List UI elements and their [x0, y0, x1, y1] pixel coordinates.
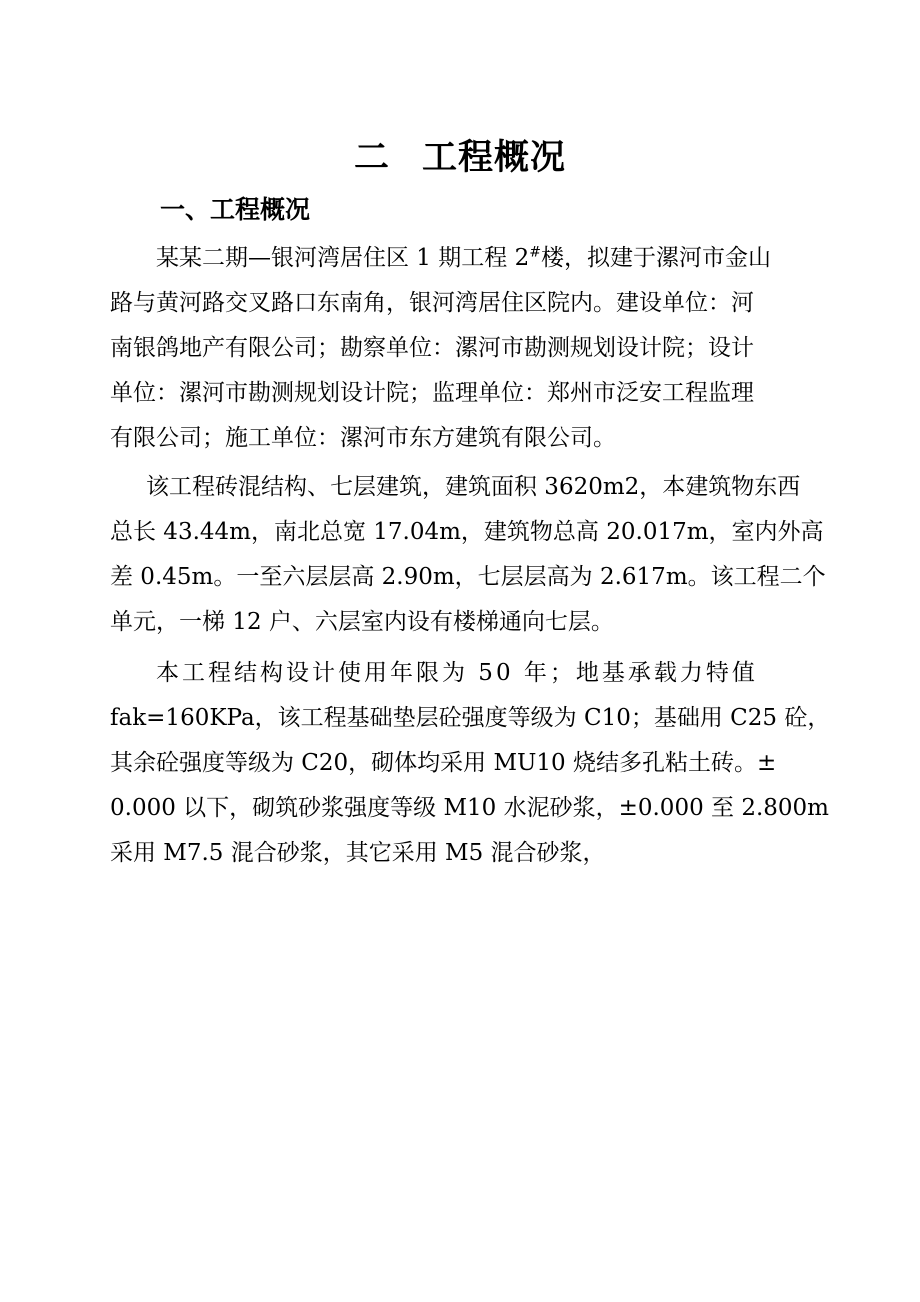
paragraph-line: 该工程砖混结构、七层建筑，建筑面积 3620m2，本建筑物东西: [146, 474, 801, 500]
paragraph-line: 有限公司；施工单位：漯河市东方建筑有限公司。: [110, 425, 616, 451]
paragraph-project-info: [110, 236, 810, 461]
body-text: [110, 236, 831, 876]
paragraph-line: 南银鸽地产有限公司；勘察单位：漯河市勘测规划设计院；设计: [110, 335, 754, 361]
section-title: 一、工程概况: [160, 195, 311, 224]
paragraph-line: 单位：漯河市勘测规划设计院；监理单位：郑州市泛安工程监理: [110, 380, 754, 406]
chapter-number: 二: [353, 138, 390, 178]
paragraph-building-dimensions: [110, 465, 826, 645]
superscript-mark: #: [529, 244, 541, 261]
paragraph-line: 单元，一梯 12 户、六层室内设有楼梯通向七层。: [110, 609, 614, 635]
paragraph-line: fak=160KPa，该工程基础垫层砼强度等级为 C10；基础用 C25 砼，: [110, 705, 831, 731]
paragraph-structural-design: [110, 651, 831, 876]
paragraph-line: 采用 M7.5 混合砂浆，其它采用 M5 混合砂浆，: [110, 840, 606, 866]
paragraph-line: 差 0.45m。一至六层层高 2.90m，七层层高为 2.617m。该工程二个: [110, 564, 826, 590]
paragraph-line: 某某二期—银河湾居住区 1 期工程 2#楼，拟建于漯河市金山: [156, 244, 771, 271]
paragraph-line: 0.000 以下，砌筑砂浆强度等级 M10 水泥砂浆，±0.000 至 2.800m: [110, 795, 829, 821]
paragraph-line: 其余砼强度等级为 C20，砌体均采用 MU10 烧结多孔粘土砖。±: [110, 750, 777, 776]
chapter-title-text: 工程概况: [422, 138, 567, 178]
paragraph-line: 总长 43.44m，南北总宽 17.04m，建筑物总高 20.017m，室内外高: [110, 519, 824, 545]
paragraph-line: 路与黄河路交叉路口东南角，银河湾居住区院内。建设单位：河: [110, 290, 754, 316]
paragraph-line: 本工程结构设计使用年限为 50 年；地基承载力特值: [156, 660, 758, 686]
chapter-title: [0, 128, 920, 188]
